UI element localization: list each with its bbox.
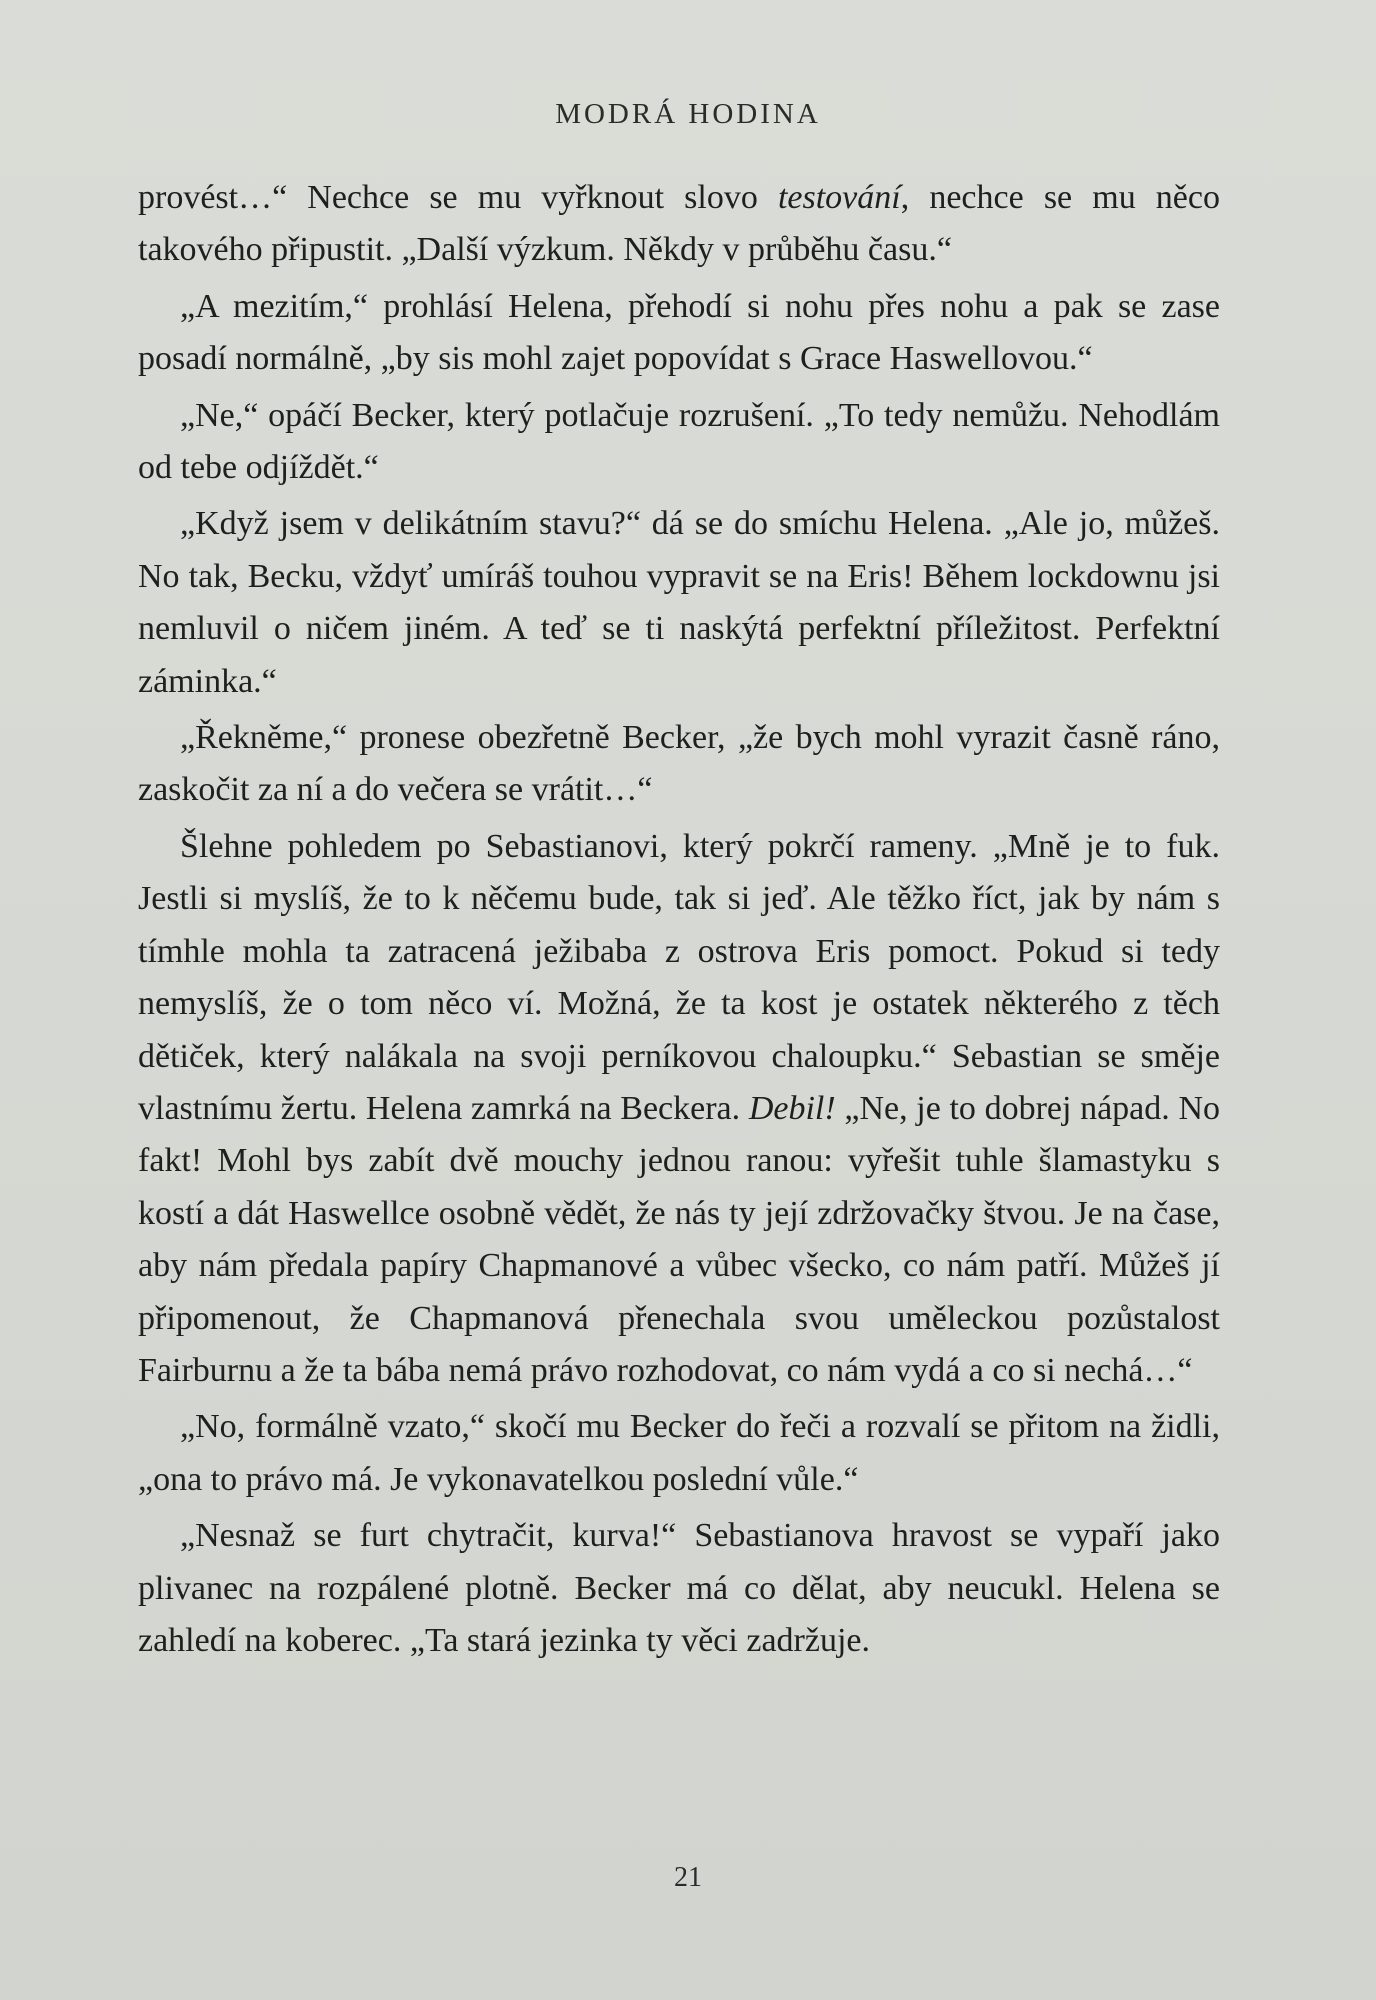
text-run: „Ne, je to dobrej nápad. No fakt! Mohl bys zabít dvě mouchy jednou ranou: vyřešit tuhle šlamastyku s kostí a dát Haswellce osobně vědět, že nás ty její zdržovačky štvou. Je na čase, aby nám předala papíry Chapmanové a vůbec všecko, co nám patří. Můžeš jí připomenout, že Chapmanová přenechala svou uměleckou pozůstalost Fairburnu a že ta bába nemá právo rozhodovat, co nám vydá a co si nechá…“ [138,1089,1220,1389]
paragraph [138,390,1220,495]
page-number: 21 [674,1862,702,1893]
running-head: MODRÁ HODINA [555,98,821,130]
text-run: „Řekněme,“ pronese obezřetně Becker, „že bych mohl vyrazit časně ráno, zaskočit za ní a do večera se vrátit…“ [138,719,1220,809]
text-run: „Nesnaž se furt chytračit, kurva!“ Sebastianova hravost se vypaří jako plivanec na rozpálené plotně. Becker má co dělat, aby neucukl. Helena se zahledí na koberec. „Ta stará jezinka ty věci zadržuje. [138,1517,1220,1659]
text-run: „Když jsem v delikátním stavu?“ dá se do smíchu Helena. „Ale jo, můžeš. No tak, Becku, vždyť umíráš touhou vypravit se na Eris! Během lockdownu jsi nemluvil o ničem jiném. A teď se ti naskýtá perfektní příležitost. Perfektní záminka.“ [138,505,1220,700]
text-run: Šlehne pohledem po Sebastianovi, který pokrčí rameny. „Mně je to fuk. Jestli si myslíš, že to k něčemu bude, tak si jeď. Ale těžko říct, jak by nám s tímhle mohla ta zatracená ježibaba z ostrova Eris pomoct. Pokud si tedy nemyslíš, že o tom něco ví. Možná, že ta kost je ostatek některého z těch dětiček, který nalákala na svoji perníkovou chaloupku.“ Sebastian se směje vlastnímu žertu. Helena zamrká na Beckera. [138,827,1220,1127]
text-run: „No, formálně vzato,“ skočí mu Becker do řeči a rozvalí se přitom na židli, „ona to právo má. Je vykonavatelkou poslední vůle.“ [138,1408,1220,1498]
paragraph [138,712,1220,817]
paragraph [138,1401,1220,1506]
text-run: „Ne,“ opáčí Becker, který potlačuje rozrušení. „To tedy nemůžu. Nehodlám od tebe odjíždět.“ [138,396,1220,487]
italic-text: Debil! [748,1089,836,1127]
paragraph [138,281,1220,386]
text-run: provést…“ Nechce se mu vyřknout slovo [138,179,778,216]
text-run: , nechce se mu něco takového připustit. „Další výzkum. Někdy v průběhu času.“ [138,179,1220,269]
paragraph [138,498,1220,708]
paragraph [138,1510,1220,1667]
body-text [138,172,1220,1671]
italic-text: testování [777,179,901,216]
paragraph [138,821,1220,1397]
text-run: „A mezitím,“ prohlásí Helena, přehodí si nohu přes nohu a pak se zase posadí normálně, „by sis mohl zajet popovídat s Grace Haswellovou.“ [138,287,1220,378]
paragraph [138,172,1220,277]
